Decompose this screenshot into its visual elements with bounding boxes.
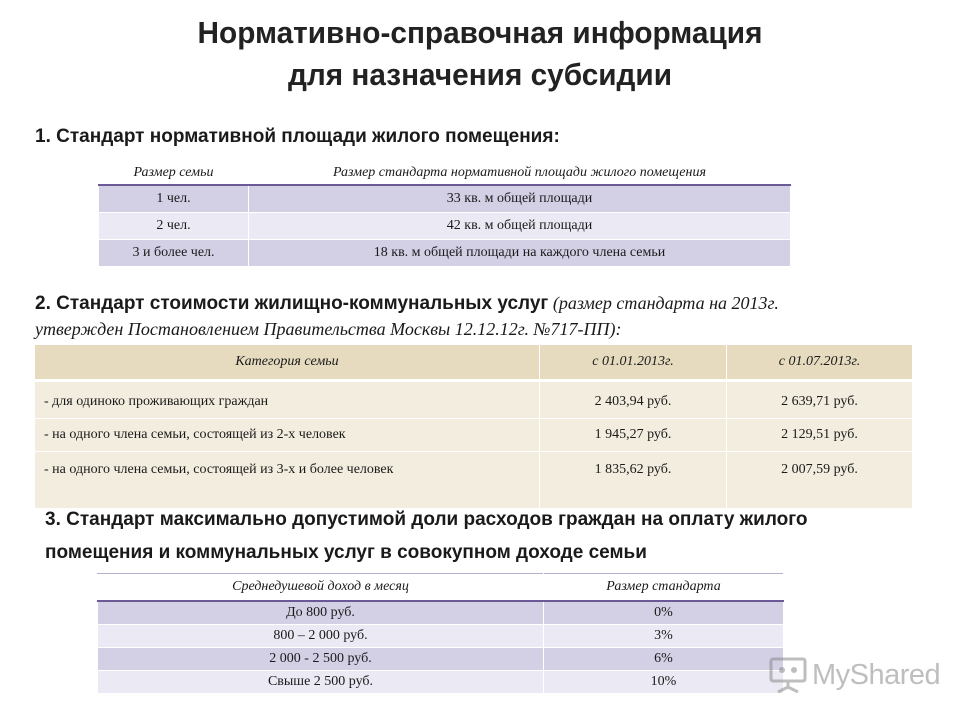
table-cell: До 800 руб. (98, 601, 544, 625)
table-cell: 2 000 - 2 500 руб. (98, 648, 544, 671)
table-row (99, 185, 791, 213)
table-row (98, 625, 784, 648)
column-header: Среднедушевой доход в месяц (98, 574, 544, 602)
table-cell: - для одиноко проживающих граждан (35, 381, 539, 418)
table-cell: 2 403,94 руб. (539, 381, 726, 418)
column-header: Размер стандарта нормативной площади жилого помещения (249, 162, 791, 186)
section1-heading: 1. Стандарт нормативной площади жилого помещения: (35, 126, 560, 147)
watermark-logo (768, 652, 948, 698)
table-cell: 42 кв. м общей площади (249, 213, 791, 240)
table-header-row (98, 574, 784, 602)
table-row (98, 671, 784, 694)
table-cell: - на одного члена семьи, состоящей из 3-х и более человек (35, 451, 539, 508)
table-cell: 2 чел. (99, 213, 249, 240)
table-cell: - на одного члена семьи, состоящей из 2-х человек (35, 418, 539, 451)
living-area-standard-table (98, 161, 791, 267)
table-row (35, 381, 912, 418)
table-cell: 0% (544, 601, 784, 625)
column-header: Категория семьи (35, 345, 539, 381)
table-row (35, 418, 912, 451)
table-cell: 1 835,62 руб. (539, 451, 726, 508)
table-cell: 3% (544, 625, 784, 648)
section3-heading-line2: помещения и коммунальных услуг в совокупном доходе семьи (45, 542, 647, 563)
section2-note-part2: утвержден Постановлением Правительства Москвы 12.12.12г. №717-ПП): (35, 319, 622, 339)
table-cell: 3 и более чел. (99, 240, 249, 267)
column-header: Размер семьи (99, 162, 249, 186)
table-cell: 33 кв. м общей площади (249, 185, 791, 213)
table-cell: 6% (544, 648, 784, 671)
table-cell: 1 945,27 руб. (539, 418, 726, 451)
section3-heading (45, 507, 808, 566)
table-header-row (99, 162, 791, 186)
column-header: Размер стандарта (544, 574, 784, 602)
section2-note-line (35, 316, 622, 343)
section2-heading-text: 2. Стандарт стоимости жилищно-коммунальных услуг (35, 293, 549, 314)
section3-heading-line1: 3. Стандарт максимально допустимой доли расходов граждан на оплату жилого (45, 509, 808, 530)
column-header: с 01.01.2013г. (539, 345, 726, 381)
table-cell: 2 007,59 руб. (726, 451, 912, 508)
table-cell: 1 чел. (99, 185, 249, 213)
table-row (98, 648, 784, 671)
watermark-text: MyShared (812, 658, 941, 691)
table-row (99, 240, 791, 267)
table-cell: 800 – 2 000 руб. (98, 625, 544, 648)
table-cell: 2 639,71 руб. (726, 381, 912, 418)
page-title-line1: Нормативно-справочная информация (197, 15, 763, 50)
table-cell: Свыше 2 500 руб. (98, 671, 544, 694)
table-row (35, 451, 912, 508)
utility-cost-standard-table (35, 345, 912, 508)
section2-note-part1: (размер стандарта на 2013г. (548, 293, 779, 313)
table-row (99, 213, 791, 240)
table-cell: 18 кв. м общей площади на каждого члена семьи (249, 240, 791, 267)
table-row (98, 601, 784, 625)
table-cell: 2 129,51 руб. (726, 418, 912, 451)
page-title-line2: для назначения субсидии (287, 57, 673, 92)
section2-heading (35, 290, 779, 317)
page-title (0, 12, 960, 96)
table-cell: 10% (544, 671, 784, 694)
table-header-row (35, 345, 912, 381)
presentation-board-icon (768, 655, 808, 695)
column-header: с 01.07.2013г. (726, 345, 912, 381)
expense-share-standard-table (97, 573, 784, 694)
